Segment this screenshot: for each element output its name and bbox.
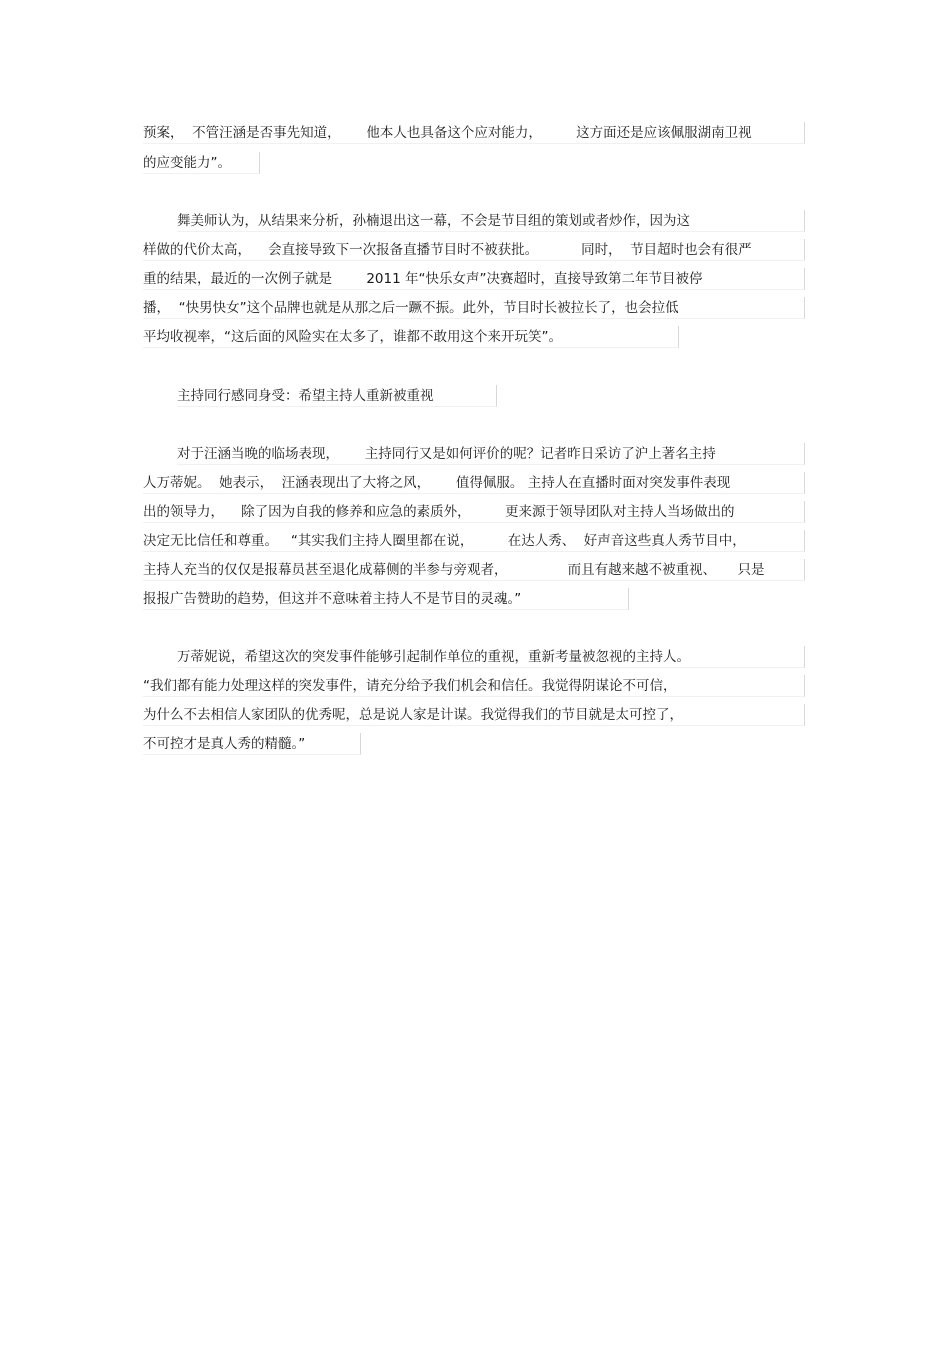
text-line: 不可控才是真人秀的精髓。” <box>143 733 361 755</box>
text-line: 人万蒂妮。 她表示， 汪涵表现出了大将之风， 值得佩服。 主持人在直播时面对突发事件表现 <box>143 472 805 494</box>
text-line: 万蒂妮说，希望这次的突发事件能够引起制作单位的重视，重新考量被忽视的主持人。 <box>177 646 805 668</box>
text-line: 平均收视率，“这后面的风险实在太多了，谁都不敢用这个来开玩笑”。 <box>143 326 679 348</box>
text-line: 为什么不去相信人家团队的优秀呢，总是说人家是计谋。我觉得我们的节目就是太可控了， <box>143 704 805 726</box>
text-line: 预案， 不管汪涵是否事先知道， 他本人也具备这个应对能力， 这方面还是应该佩服湖南卫视 <box>143 122 805 144</box>
text-line: 的应变能力”。 <box>143 152 260 174</box>
text-line: 报报广告赞助的趋势，但这并不意味着主持人不是节目的灵魂。” <box>143 588 629 610</box>
section-heading: 主持同行感同身受：希望主持人重新被重视 <box>177 385 497 407</box>
text-line: 决定无比信任和尊重。 “其实我们主持人圈里都在说， 在达人秀、 好声音这些真人秀节目中， <box>143 530 805 552</box>
text-line: “我们都有能力处理这样的突发事件，请充分给予我们机会和信任。我觉得阴谋论不可信， <box>143 675 805 697</box>
text-line: 舞美师认为，从结果来分析，孙楠退出这一幕，不会是节目组的策划或者炒作，因为这 <box>177 210 805 232</box>
text-line: 主持人充当的仅仅是报幕员甚至退化成幕侧的半参与旁观者， 而且有越来越不被重视、 只是 <box>143 559 805 581</box>
text-line: 重的结果，最近的一次例子就是 2011 年“快乐女声”决赛超时，直接导致第二年节目被停 <box>143 268 805 290</box>
text-line: 播， “快男快女”这个品牌也就是从那之后一蹶不振。此外，节目时长被拉长了，也会拉低 <box>143 297 805 319</box>
text-line: 对于汪涵当晚的临场表现， 主持同行又是如何评价的呢？记者昨日采访了沪上著名主持 <box>177 443 805 465</box>
text-line: 出的领导力， 除了因为自我的修养和应急的素质外， 更来源于领导团队对主持人当场做出的 <box>143 501 805 523</box>
text-line: 样做的代价太高， 会直接导致下一次报备直播节目时不被获批。 同时， 节目超时也会有很严 <box>143 239 805 261</box>
